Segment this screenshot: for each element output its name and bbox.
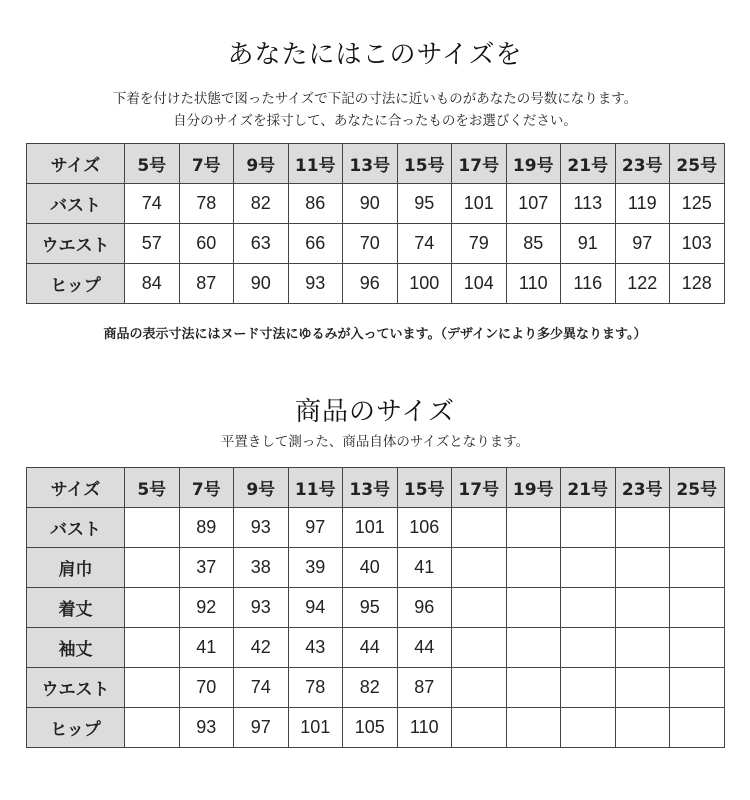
table-cell: 93 [288,264,343,304]
header-cell-size-number: 17号 [452,144,507,184]
table-cell: 116 [561,264,616,304]
table-cell [506,668,561,708]
table-cell: 95 [343,588,398,628]
table-cell [561,668,616,708]
table-cell: 85 [506,224,561,264]
table-cell: 39 [288,548,343,588]
table-cell [615,628,670,668]
table-header-row [27,468,725,508]
table-header-row [27,144,725,184]
size-note: 商品の表示寸法にはヌード寸法にゆるみが入っています。（デザインにより多少異なります。） [103,327,647,342]
product-size-title: 商品のサイズ [295,397,455,427]
table-cell: 90 [343,184,398,224]
body-size-table [26,143,725,304]
product-size-table [26,467,725,748]
header-cell-size-number: 13号 [343,468,398,508]
table-cell [452,548,507,588]
table-row [27,224,725,264]
table-cell: 78 [179,184,234,224]
table-cell: 84 [125,264,180,304]
header-cell-size-number: 11号 [288,144,343,184]
header-cell-size-number: 13号 [343,144,398,184]
table-cell: 100 [397,264,452,304]
table-cell: 93 [234,508,289,548]
table-cell [561,628,616,668]
table-cell [561,548,616,588]
table-cell [125,508,180,548]
table-cell [561,588,616,628]
table-cell: 110 [506,264,561,304]
header-cell-size: サイズ [27,468,125,508]
table-cell: 43 [288,628,343,668]
row-label: 袖丈 [27,628,125,668]
table-cell: 42 [234,628,289,668]
table-cell: 37 [179,548,234,588]
header-cell-size-number: 9号 [234,468,289,508]
table-cell: 44 [397,628,452,668]
table-cell: 94 [288,588,343,628]
table-cell [125,628,180,668]
table-cell: 70 [343,224,398,264]
header-cell-size-number: 11号 [288,468,343,508]
table-cell: 78 [288,668,343,708]
header-cell-size-number: 15号 [397,144,452,184]
table-row [27,264,725,304]
table-row [27,668,725,708]
table-row [27,628,725,668]
table-cell [615,508,670,548]
header-cell-size-number: 21号 [561,144,616,184]
table-cell [125,708,180,748]
table-cell [506,708,561,748]
table-cell: 103 [670,224,725,264]
table-cell [125,548,180,588]
table-cell: 74 [125,184,180,224]
table-cell: 40 [343,548,398,588]
table-cell: 101 [343,508,398,548]
table-cell: 74 [397,224,452,264]
header-cell-size-number: 19号 [506,144,561,184]
header-cell-size-number: 23号 [615,144,670,184]
table-cell: 97 [615,224,670,264]
table-cell: 74 [234,668,289,708]
table-cell: 97 [288,508,343,548]
header-cell-size-number: 25号 [670,468,725,508]
table-cell: 105 [343,708,398,748]
table-cell: 66 [288,224,343,264]
table-cell [670,588,725,628]
table-cell: 96 [343,264,398,304]
table-cell: 107 [506,184,561,224]
table-cell: 128 [670,264,725,304]
table-cell [452,508,507,548]
header-cell-size: サイズ [27,144,125,184]
table-row [27,508,725,548]
table-cell [670,668,725,708]
header-cell-size-number: 19号 [506,468,561,508]
table-cell: 119 [615,184,670,224]
header-cell-size-number: 15号 [397,468,452,508]
table-cell [452,588,507,628]
header-cell-size-number: 5号 [125,468,180,508]
table-cell: 113 [561,184,616,224]
header-cell-size-number: 23号 [615,468,670,508]
table-cell [615,548,670,588]
table-row [27,708,725,748]
size-guide-title: あなたにはこのサイズを [227,40,523,70]
table-cell: 79 [452,224,507,264]
row-label: ウエスト [27,224,125,264]
table-row [27,184,725,224]
table-row [27,548,725,588]
table-cell [615,708,670,748]
table-cell [670,548,725,588]
row-label: バスト [27,184,125,224]
table-cell: 101 [452,184,507,224]
table-cell [561,708,616,748]
table-cell: 87 [179,264,234,304]
table-cell [670,508,725,548]
table-cell: 93 [234,588,289,628]
header-cell-size-number: 21号 [561,468,616,508]
table-cell [125,588,180,628]
table-cell: 110 [397,708,452,748]
table-cell [670,708,725,748]
row-label: ヒップ [27,708,125,748]
header-cell-size-number: 17号 [452,468,507,508]
table-cell: 125 [670,184,725,224]
table-cell: 38 [234,548,289,588]
table-cell: 91 [561,224,616,264]
table-cell: 106 [397,508,452,548]
row-label: 着丈 [27,588,125,628]
table-cell: 57 [125,224,180,264]
table-cell [561,508,616,548]
header-cell-size-number: 9号 [234,144,289,184]
header-cell-size-number: 25号 [670,144,725,184]
table-cell [452,628,507,668]
header-cell-size-number: 7号 [179,468,234,508]
table-cell: 95 [397,184,452,224]
table-cell: 82 [234,184,289,224]
table-cell [506,548,561,588]
header-cell-size-number: 5号 [125,144,180,184]
table-cell [615,588,670,628]
row-label: 肩巾 [27,548,125,588]
table-row [27,588,725,628]
table-cell: 101 [288,708,343,748]
table-cell: 96 [397,588,452,628]
table-cell [452,708,507,748]
table-cell: 89 [179,508,234,548]
table-cell: 87 [397,668,452,708]
row-label: ウエスト [27,668,125,708]
product-size-subtitle: 平置きして測った、商品自体のサイズとなります。 [220,434,530,450]
table-cell: 60 [179,224,234,264]
table-cell: 93 [179,708,234,748]
table-cell [125,668,180,708]
size-guide-subtitle-1: 下着を付けた状態で図ったサイズで下記の寸法に近いものがあなたの号数になります。 [112,91,638,107]
header-cell-size-number: 7号 [179,144,234,184]
table-cell [452,668,507,708]
size-guide-subtitle-2: 自分のサイズを採寸して、あなたに合ったものをお選びください。 [173,113,577,129]
table-cell: 97 [234,708,289,748]
table-cell: 86 [288,184,343,224]
table-cell: 70 [179,668,234,708]
table-cell: 63 [234,224,289,264]
table-cell [506,628,561,668]
table-cell [615,668,670,708]
table-cell: 82 [343,668,398,708]
table-cell: 90 [234,264,289,304]
table-cell: 44 [343,628,398,668]
table-cell [670,628,725,668]
table-cell: 41 [179,628,234,668]
table-cell: 122 [615,264,670,304]
table-cell: 92 [179,588,234,628]
table-cell: 41 [397,548,452,588]
row-label: ヒップ [27,264,125,304]
table-cell [506,508,561,548]
table-cell [506,588,561,628]
table-cell: 104 [452,264,507,304]
row-label: バスト [27,508,125,548]
